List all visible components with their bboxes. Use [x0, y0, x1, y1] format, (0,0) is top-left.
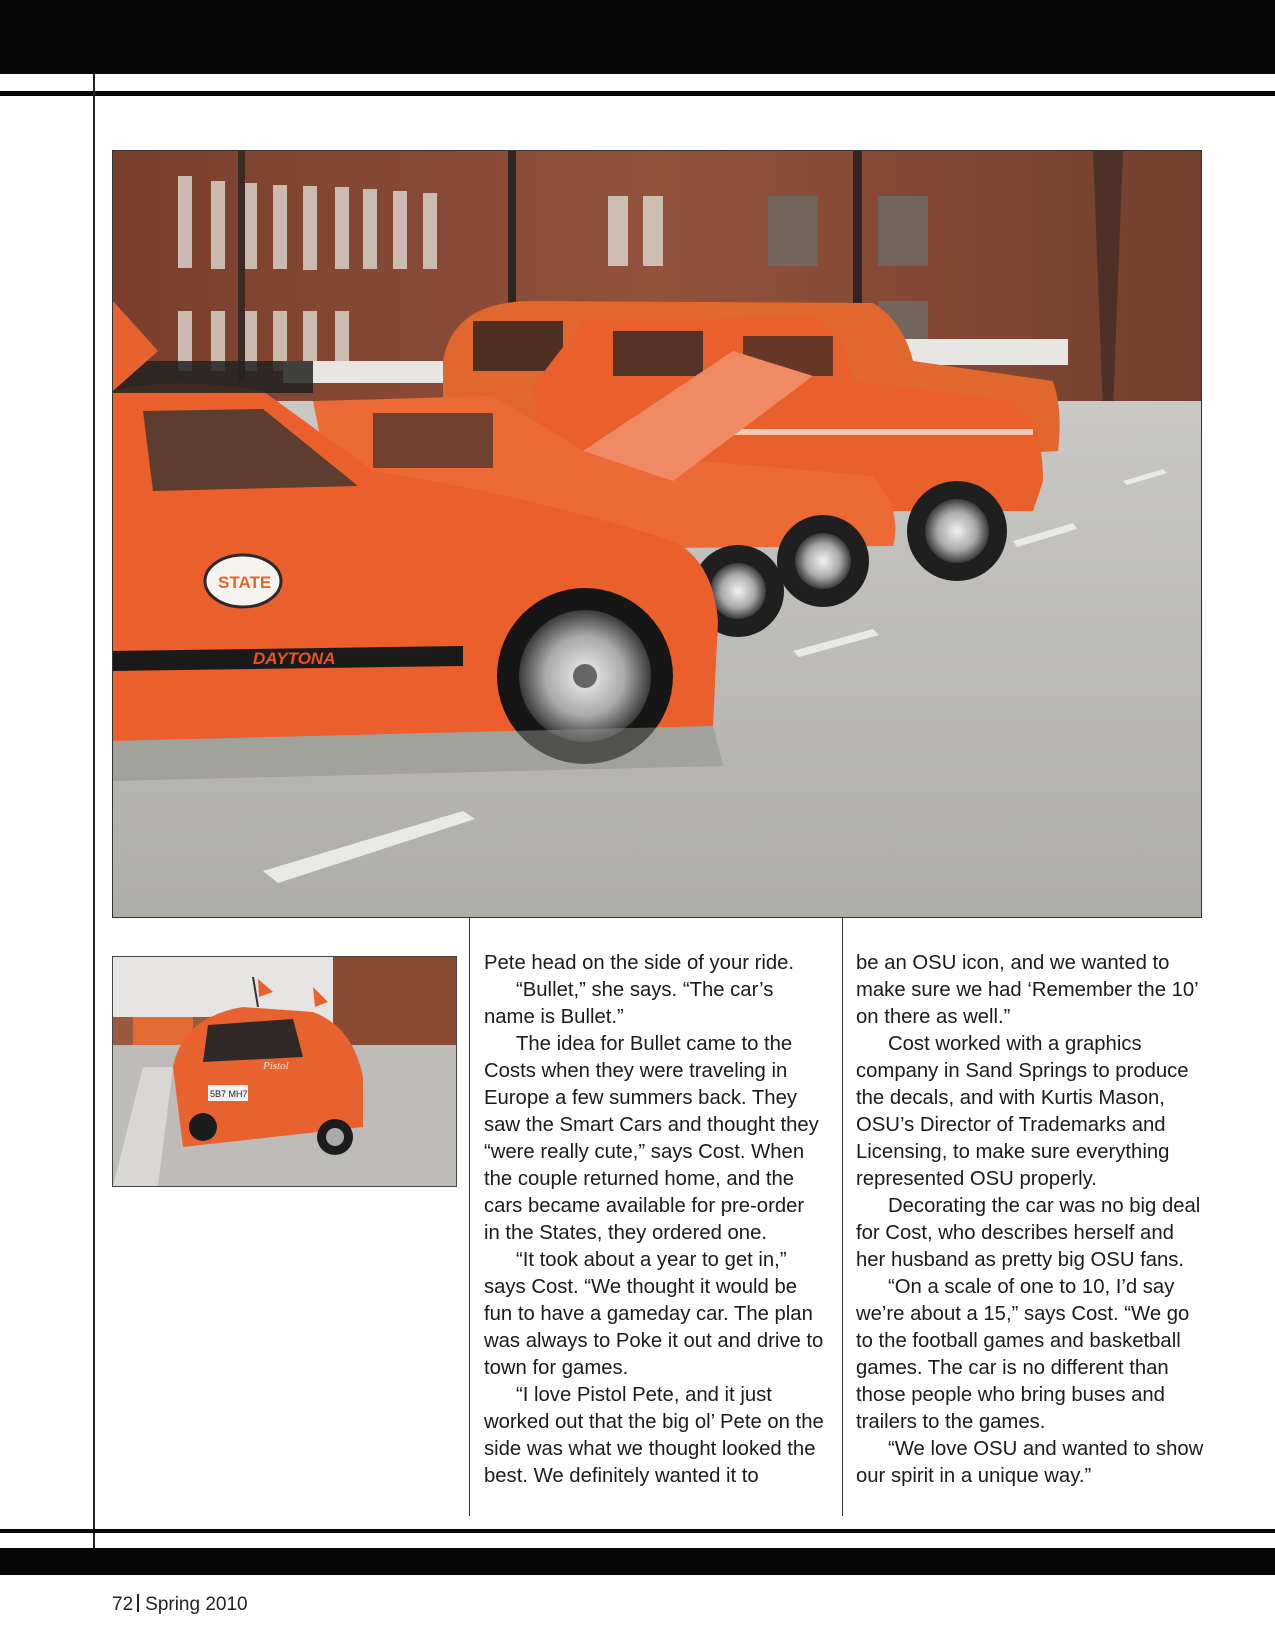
hero-photo-orange-cars: [112, 150, 1202, 918]
hero-illustration: [113, 151, 1201, 917]
thumbnail-photo-smart-car: [112, 956, 457, 1187]
paragraph: Pete head on the side of your ride.: [484, 952, 795, 974]
article-column-2: [856, 950, 1206, 1490]
page-footer: [112, 1594, 248, 1616]
folio-separator: [137, 1594, 139, 1612]
top-rule: [0, 91, 1275, 96]
article-column-1: [484, 950, 824, 1490]
column-rule-right: [842, 918, 843, 1516]
bottom-rule: [0, 1529, 1275, 1533]
paragraph: be an OSU icon, and we wanted to make sure we had ‘Remember the 10’ on there as well.”: [856, 952, 1198, 1028]
bottom-black-bar: [0, 1548, 1275, 1575]
left-margin-rule: [93, 74, 95, 1550]
brick-building: [333, 957, 456, 1047]
issue-label: Spring 2010: [145, 1594, 248, 1615]
daytona-decal: DAYTONA: [253, 649, 336, 668]
paragraph: “On a scale of one to 10, I’d say we’re about a 15,” says Cost. “We go to the football games and basketball games. The car is no different than those people who bring buses and trailers to the games.: [856, 1276, 1190, 1433]
paragraph: “Bullet,” she says. “The car’s name is Bullet.”: [484, 979, 774, 1028]
page-number: 72: [112, 1594, 134, 1615]
paragraph: Decorating the car was no big deal for Cost, who describes herself and her husband as pretty big OSU fans.: [856, 1195, 1201, 1271]
license-plate: 5B7 MH7: [210, 1089, 248, 1099]
top-black-bar: [0, 0, 1275, 74]
svg-text:STATE: STATE: [218, 573, 272, 592]
paragraph: The idea for Bullet came to the Costs when they were traveling in Europe a few summers back. They saw the Smart Cars and thought they “were really cute,” says Cost. When the couple returned home, and the cars became available for pre-order in the States, they ordered one.: [484, 1033, 819, 1244]
paragraph: Cost worked with a graphics company in Sand Springs to produce the decals, and with Kurtis Mason, OSU’s Director of Trademarks and Licensing, to make sure everything represented OSU properly.: [856, 1033, 1189, 1190]
osu-state-logo: [205, 555, 281, 607]
column-rule-left: [469, 918, 470, 1516]
paragraph: “We love OSU and wanted to show our spirit in a unique way.”: [856, 1438, 1204, 1487]
paragraph: “I love Pistol Pete, and it just worked out that the big ol’ Pete on the side was what we thought looked the best. We definitely wanted it to: [484, 1384, 824, 1487]
paragraph: “It took about a year to get in,” says Cost. “We thought it would be fun to have a gameday car. The plan was always to Poke it out and drive to town for games.: [484, 1249, 824, 1379]
car-script-decal: Pistol: [263, 1060, 289, 1072]
thumbnail-illustration: [113, 957, 456, 1186]
